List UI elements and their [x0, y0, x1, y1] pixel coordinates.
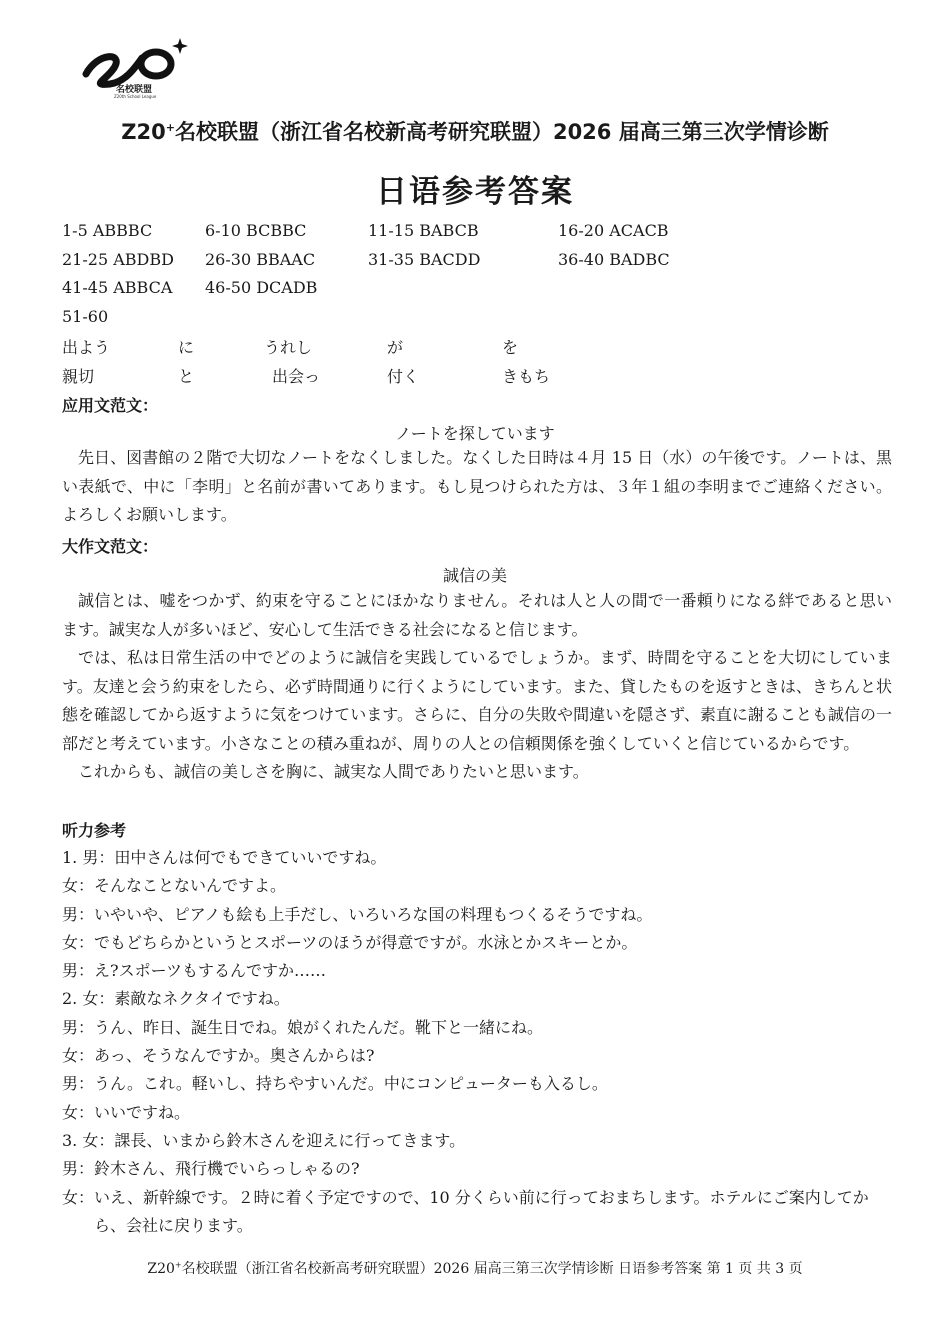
dialogue-line: 女：いいですね。 — [62, 1102, 191, 1122]
dialogue-line: 女：でもどちらかというとスポーツのほうが得意ですが。水泳とかスキーとか。 — [62, 932, 638, 952]
dialogue-line: 女：いえ、新幹線です。２時に着く予定ですので、10 分くらい前に行っておまちします。ホテルにご案内してから、会社に戻ります。 — [62, 1187, 869, 1235]
section-heading-essay: 大作文范文： — [62, 537, 159, 556]
answer-group: 16-20 ACACB — [558, 221, 669, 240]
answer-group: 26-30 BBAAC — [205, 250, 316, 269]
page-footer — [0, 1258, 950, 1278]
header-sup: + — [165, 121, 175, 134]
essay-title: 誠信の美 — [442, 566, 507, 585]
dialogue-line: 3. 女：課長、いまから鈴木さんを迎えに行ってきます。 — [62, 1130, 466, 1150]
fill-answer: うれし — [264, 338, 313, 357]
footer-sup: + — [174, 1260, 182, 1270]
fill-answer: 親切 — [62, 367, 95, 386]
exam-header — [0, 116, 950, 146]
dialogue-line: 男：いやいや、ピアノも絵も上手だし、いろいろな国の料理もつくるそうですね。 — [62, 904, 653, 924]
answer-group: 36-40 BADBC — [558, 250, 670, 269]
header-text: 名校联盟（浙江省名校新高考研究联盟）2026 届高三第三次学情诊断 — [174, 120, 829, 144]
footer-text: 名校联盟（浙江省名校新高考研究联盟）2026 届高三第三次学情诊断 日语参考答案 第 1 页 共 3 页 — [181, 1261, 803, 1277]
fill-in-range: 51-60 — [62, 307, 109, 326]
page-title: 日语参考答案 — [376, 174, 574, 210]
fill-answer: 出会っ — [272, 367, 321, 386]
fill-answer: が — [387, 338, 404, 357]
fill-answer: に — [178, 338, 195, 357]
section-heading-practical: 应用文范文： — [62, 396, 159, 415]
answer-group: 46-50 DCADB — [205, 278, 318, 297]
section-heading-listening: 听力参考 — [62, 821, 127, 840]
answer-group: 41-45 ABBCA — [62, 278, 173, 297]
fill-answer: きもち — [502, 367, 551, 386]
dialogue-line: 女：そんなことないんですよ。 — [62, 876, 287, 896]
answer-group: 1-5 ABBBC — [62, 221, 153, 240]
fill-answer: 出よう — [62, 338, 111, 357]
practical-title: ノートを探しています — [395, 424, 555, 443]
fill-answer: を — [502, 338, 519, 357]
answer-group: 31-35 BACDD — [368, 250, 481, 269]
paragraph: 誠信とは、嘘をつかず、約束を守ることにほかなりません。それは人と人の間で一番頼りになる絆であると思います。誠実な人が多いほど、安心して生活できる社会になると信じます。 — [62, 591, 892, 639]
dialogue-line: 男：うん。これ。軽いし、持ちやすいんだ。中にコンピューターも入るし。 — [62, 1074, 608, 1094]
logo-label: 名校联盟 — [116, 85, 153, 95]
dialogue-line: 男：うん、昨日、誕生日でね。娘がくれたんだ。靴下と一緒にね。 — [62, 1017, 543, 1037]
paragraph: これからも、誠信の美しさを胸に、誠実な人間でありたいと思います。 — [78, 762, 589, 781]
answer-group: 6-10 BCBBC — [205, 221, 307, 240]
answer-group: 21-25 ABDBD — [62, 250, 174, 269]
header-prefix: Z20 — [121, 120, 166, 144]
practical-body — [62, 444, 892, 530]
paragraph: 先日、図書館の２階で大切なノートをなくしました。なくした日時は４月 15 日（水）の午後です。ノートは、黒い表紙で、中に「李明」と名前が書いてあります。もし見つけられた方は、３年１組の李明までご連絡ください。よろしくお願いします。 — [62, 448, 892, 524]
school-logo — [80, 34, 192, 106]
answer-group: 11-15 BABCB — [368, 221, 479, 240]
dialogue-line: 男：鈴木さん、飛行機でいらっしゃるの? — [62, 1159, 360, 1179]
dialogue-line: 女：あっ、そうなんですか。奥さんからは? — [62, 1046, 375, 1066]
listening-script — [62, 844, 892, 1240]
fill-answer: 付く — [387, 367, 420, 386]
footer-prefix: Z20 — [147, 1261, 175, 1277]
essay-body — [62, 587, 892, 787]
dialogue-line: 男：え?スポーツもするんですか…… — [62, 961, 326, 981]
fill-answer: と — [178, 367, 195, 386]
dialogue-line: 1. 男：田中さんは何でもできていいですね。 — [62, 848, 387, 867]
logo-sublabel: Z20th School League — [114, 94, 157, 99]
dialogue-line: 2. 女：素敵なネクタイですね。 — [62, 989, 290, 1009]
paragraph: では、私は日常生活の中でどのように誠信を実践しているでしょうか。まず、時間を守ることを大切にしています。友達と会う約束をしたら、必ず時間通りに行くようにしています。また、貸したものを返すときは、きちんと状態を確認してから返すように気をつけています。さらに、自分の失敗や間違いを隠さず、素直に謝ることも誠信の一部だと考えています。小さなことの積み重ねが、周りの人との信頼関係を強くしていくと信じているからです。 — [62, 648, 892, 753]
